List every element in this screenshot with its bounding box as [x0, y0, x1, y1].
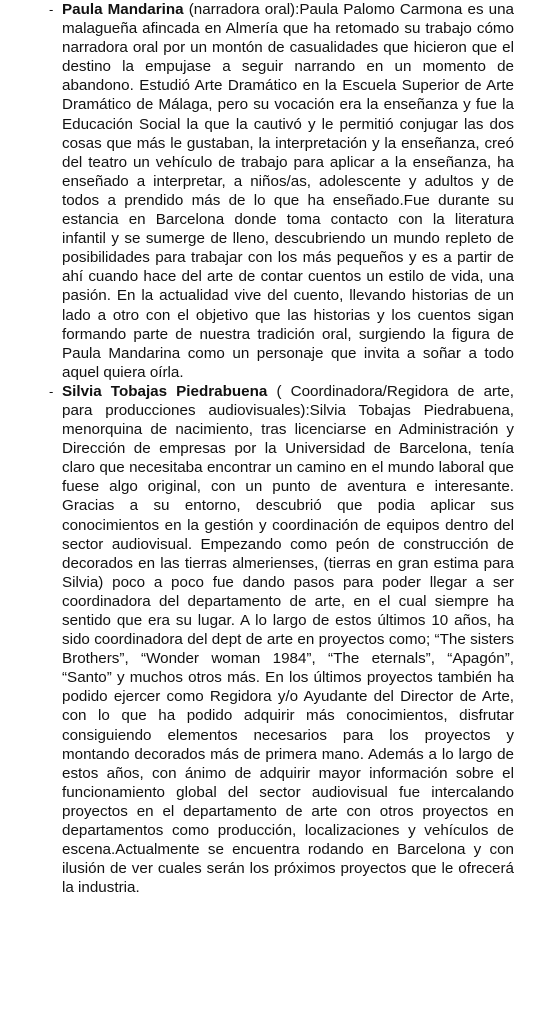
bullet-dash: - — [49, 2, 54, 17]
biography-entry-paula — [0, 0, 537, 382]
bullet-dash: - — [49, 383, 54, 399]
biography-text: (narradora oral):Paula Palomo Carmona es una malagueña afincada en Almería que ha retomado su trabajo cómo narradora oral por un montón de casualidades que hicieron que el destino la empujase a seguir narrando en un momento de abandono. Estudió Arte Dramático en la Escuela Superior de Arte Dramático de Málaga, pero su vocación era la enseñanza y fue la Educación Social la que la cautivó y le permitió conjugar las dos cosas que más le gustaban, la interpretación y la enseñanza, creó del teatro un vehículo de trabajo para aplicar a la enseñanza, ha enseñado a interpretar, a niños/as, adolescente y adultos y de todos a prendido más de lo que ha enseñado.Fue durante su estancia en Barcelona donde toma contacto con la literatura infantil y se sumerge de lleno, descubriendo un mundo repleto de posibilidades para trabajar con los más pequeños y es a partir de ahí cuando hace del arte de contar cuentos un estilo de vida, una pasión. En la actualidad vive del cuento, llevando historias de un lado a otro con el objetivo que las historias y los cuentos sigan formando parte de nuestra tradición oral, surgiendo la figura de Paula Mandarina como un personaje que invita a soñar a todo aquel quiera oírla. — [62, 1, 514, 381]
person-name: Silvia Tobajas Piedrabuena — [62, 382, 268, 400]
biography-entry-silvia — [0, 382, 537, 898]
person-name: Paula Mandarina — [62, 1, 184, 18]
biography-text: ( Coordinadora/Regidora de arte, para producciones audiovisuales):Silvia Tobajas Piedrabuena, menorquina de nacimiento, tras licenciarse en Administración y Dirección de empresas por la Universidad de Barcelona, tenía claro que necesitaba encontrar un camino en el mundo laboral que fuese algo original, con un punto de aventura e interesante. Gracias a su entorno, descubrió que podia aplicar sus conocimientos en la gestión y coordinación de equipos dentro del sector audiovisual. Empezando como peón de construcción de decorados en las tierras almerienses, (tierras en gran estima para Silvia) poco a poco fue dando pasos para poder llegar a ser coordinadora del departamento de arte, en el cual siempre ha sentido que era su lugar. A lo largo de estos últimos 10 años, ha sido coordinadora del dept de arte en proyectos como; “The sisters Brothers”, “Wonder woman 1984”, “The eternals”, “Apagón”, “Santo” y muchos otros más. En los últimos proyectos también ha podido ejercer como Regidora y/o Ayudante del Director de Arte, con lo que ha podido adquirir más conocimientos, disfrutar consiguiendo elementos necesarios para los proyectos y montando decorados más de primera mano. Además a lo largo de estos años, con ánimo de adquirir mayor información sobre el funcionamiento global del sector audiovisual fue intercalando proyectos en el departamento de arte con otros proyectos en departamentos como producción, localizaciones y vehículos de escena.Actualmente se encuentra rodando en Barcelona y con ilusión de ver cuales serán los próximos proyectos que le ofrecerá la industria. — [62, 382, 514, 897]
